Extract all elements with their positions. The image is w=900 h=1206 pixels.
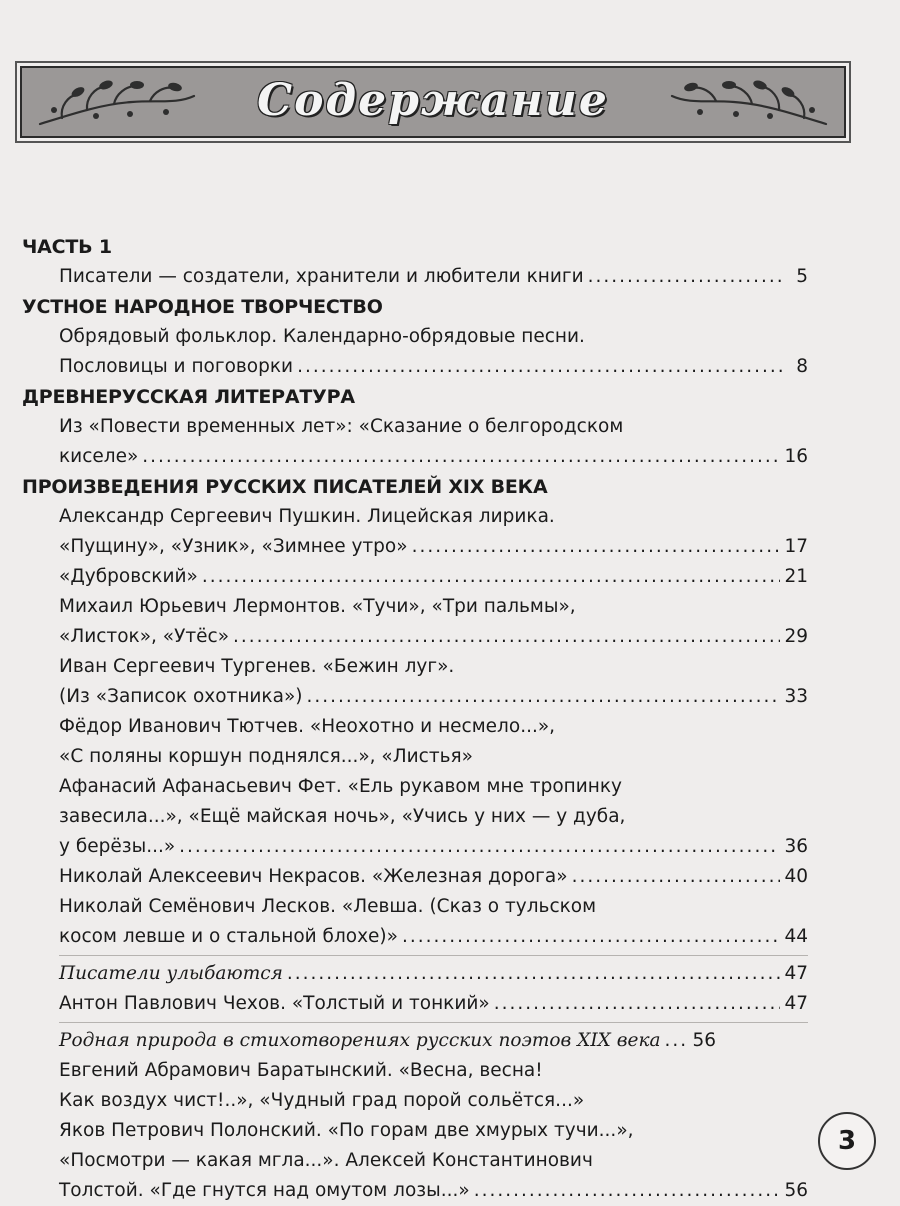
toc-entry-line: Александр Сергеевич Пушкин. Лицейская лирика.	[59, 506, 555, 527]
page-ref: 29	[784, 626, 808, 647]
toc-entry: Пословицы и поговорки ..... 8	[22, 352, 808, 382]
toc-entry-line: Как воздух чист!..», «Чудный град порой сольётся...»	[59, 1090, 585, 1111]
section-heading: УСТНОЕ НАРОДНОЕ ТВОРЧЕСТВО	[22, 296, 383, 318]
page-ref: 44	[784, 926, 808, 947]
page-ref: 5	[796, 266, 808, 287]
page-title: Содержание	[257, 75, 609, 126]
toc-entry-line: Николай Семёнович Лесков. «Левша. (Сказ о тульском	[59, 896, 597, 917]
page-ref: 47	[784, 963, 808, 984]
page-number-badge: 3	[818, 1112, 876, 1170]
toc-entry-line: Яков Петрович Полонский. «По горам две хмурых тучи...»,	[59, 1120, 634, 1141]
toc-entry: Писатели — создатели, хранители и любители книги ..... 5	[22, 262, 808, 292]
page-ref: 56	[784, 1180, 808, 1201]
toc-entry-line: Фёдор Иванович Тютчев. «Неохотно и несмело...»,	[59, 716, 556, 737]
page-ref: 40	[784, 866, 808, 887]
section-heading: ПРОИЗВЕДЕНИЯ РУССКИХ ПИСАТЕЛЕЙ XIX ВЕКА	[22, 476, 548, 498]
toc-entry-line: Евгений Абрамович Баратынский. «Весна, весна!	[59, 1060, 543, 1081]
toc-entry-line: «С поляны коршун поднялся...», «Листья»	[59, 746, 473, 767]
toc-entry-line: «Посмотри — какая мгла...». Алексей Константинович	[59, 1150, 593, 1171]
toc-entry: у берёзы...» ..... 36	[22, 832, 808, 862]
page-ref: 17	[784, 536, 808, 557]
toc-entry: «Листок», «Утёс» ..... 29	[22, 622, 808, 652]
toc-entry-line: Иван Сергеевич Тургенев. «Бежин луг».	[59, 656, 455, 677]
toc-entry-line: завесила...», «Ещё майская ночь», «Учись у них — у дуба,	[59, 806, 626, 827]
table-of-contents	[22, 232, 808, 1206]
page-ref: 47	[784, 993, 808, 1014]
part-heading: ЧАСТЬ 1	[22, 236, 112, 258]
toc-entry: «Пущину», «Узник», «Зимнее утро» ..... 17	[22, 532, 808, 562]
toc-entry: киселе» ..... 16	[22, 442, 808, 472]
divider	[59, 1022, 808, 1023]
page-ref: 56	[692, 1030, 717, 1051]
toc-entry-line: Афанасий Афанасьевич Фет. «Ель рукавом мне тропинку	[59, 776, 622, 797]
toc-entry: «Дубровский» ..... 21	[22, 562, 808, 592]
toc-entry: Антон Павлович Чехов. «Толстый и тонкий» ..... 47	[22, 989, 808, 1019]
toc-entry: косом левше и о стальной блохе)» ..... 44	[22, 922, 808, 952]
contents-banner	[20, 66, 846, 138]
toc-entry-line: Из «Повести временных лет»: «Сказание о белгородском	[59, 416, 624, 437]
page-ref: 36	[784, 836, 808, 857]
section-heading: ДРЕВНЕРУССКАЯ ЛИТЕРАТУРА	[22, 386, 355, 408]
toc-entry-line: Обрядовый фольклор. Календарно-обрядовые песни.	[59, 326, 585, 347]
page-ref: 33	[784, 686, 808, 707]
page-ref: 16	[784, 446, 808, 467]
toc-entry: (Из «Записок охотника») ..... 33	[22, 682, 808, 712]
divider	[59, 955, 808, 956]
toc-entry-line: Михаил Юрьевич Лермонтов. «Тучи», «Три пальмы»,	[59, 596, 576, 617]
toc-entry: Толстой. «Где гнутся над омутом лозы...» ..... 56	[22, 1176, 808, 1206]
toc-entry: Родная природа в стихотворениях русских поэтов XIX века ..... 56	[22, 1026, 808, 1056]
page-ref: 8	[796, 356, 808, 377]
floral-ornament-right-icon	[664, 74, 834, 130]
page-ref: 21	[784, 566, 808, 587]
toc-entry: Писатели улыбаются ..... 47	[22, 959, 808, 989]
toc-entry: Николай Алексеевич Некрасов. «Железная дорога» ..... 40	[22, 862, 808, 892]
